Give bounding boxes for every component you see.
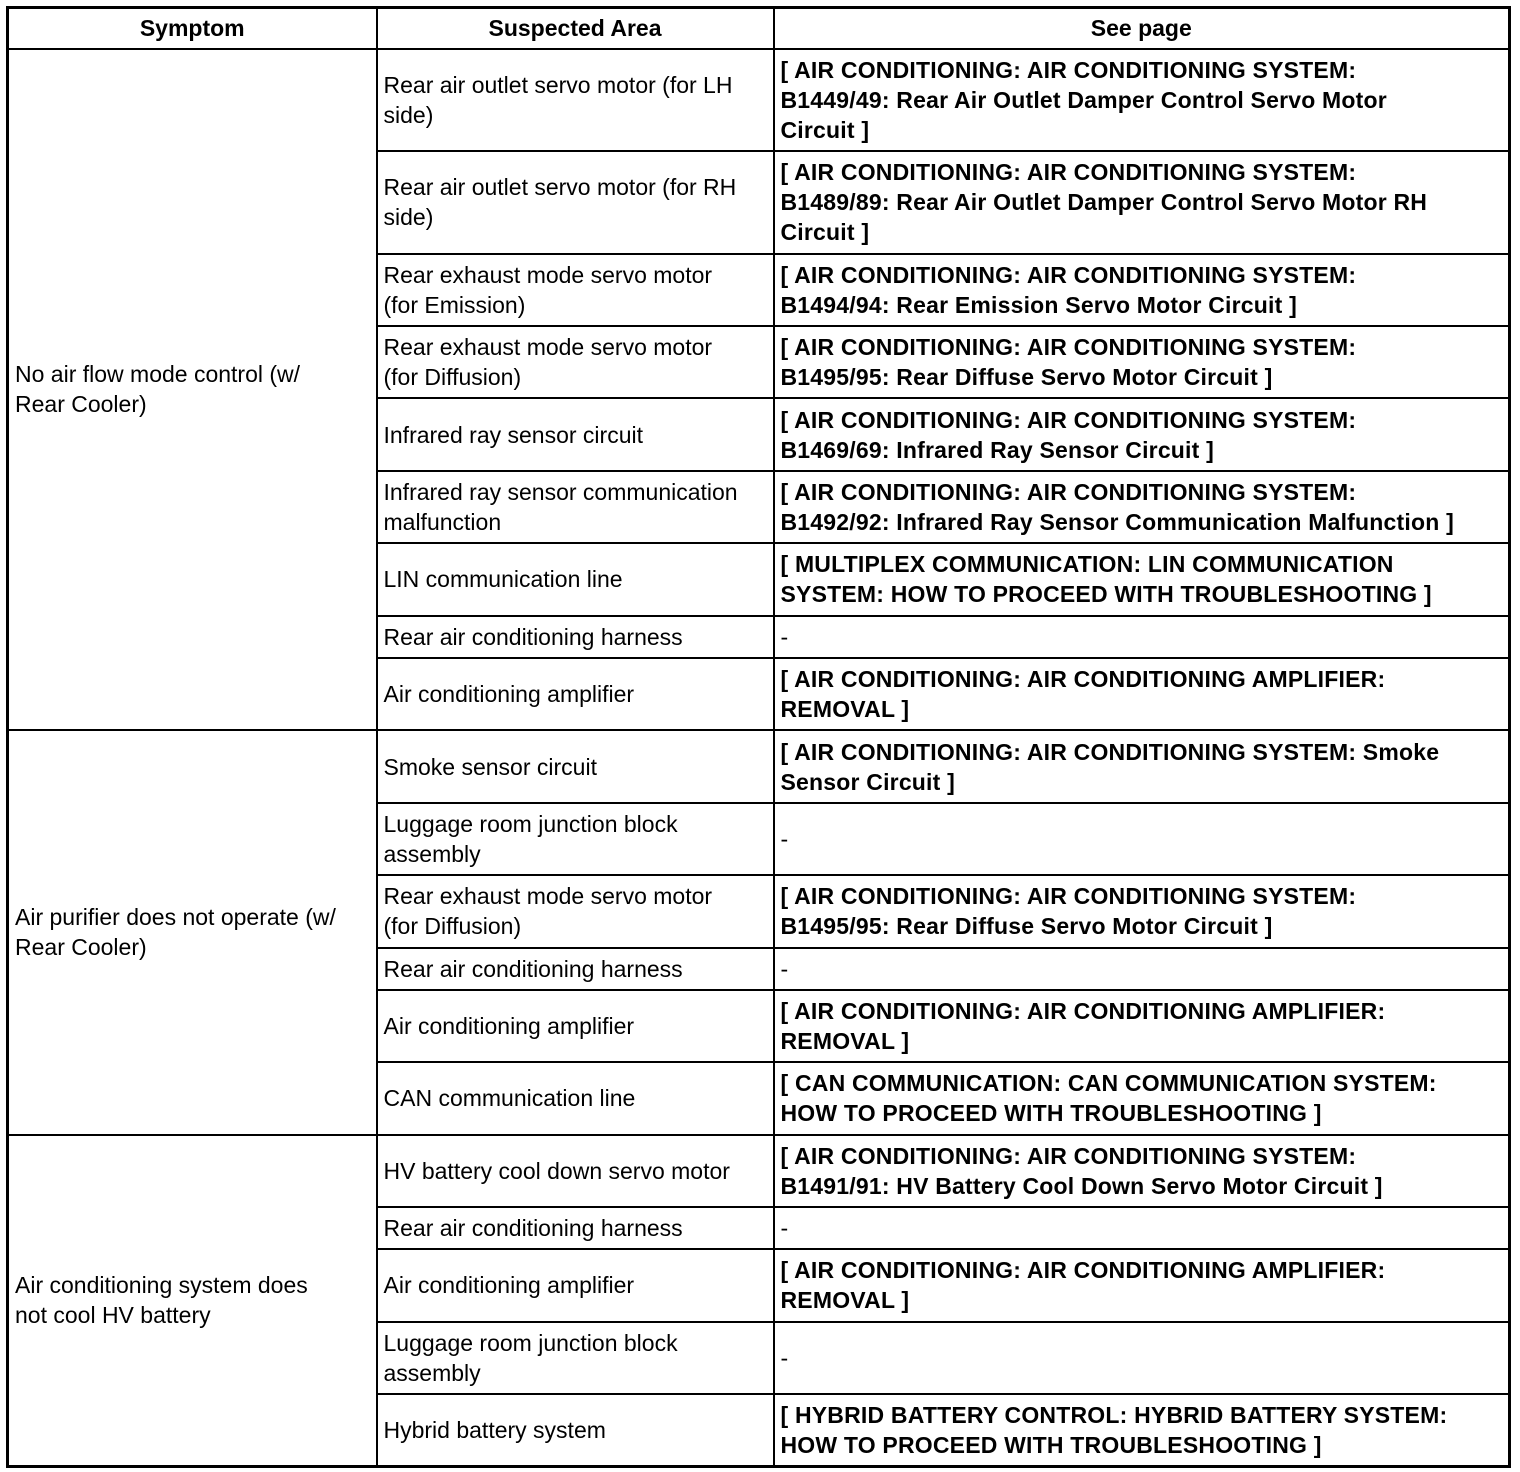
suspected-area-cell: Rear exhaust mode servo motor (for Emission) [377,254,774,326]
see-page-link[interactable]: [ AIR CONDITIONING: AIR CONDITIONING SYSTEM: B1495/95: Rear Diffuse Servo Motor Circuit ] [774,875,1510,947]
suspected-area-cell: Rear exhaust mode servo motor (for Diffusion) [377,875,774,947]
suspected-area-cell: Rear air conditioning harness [377,1207,774,1249]
suspected-area-cell: Rear air conditioning harness [377,948,774,990]
see-page-link[interactable]: [ AIR CONDITIONING: AIR CONDITIONING AMPLIFIER: REMOVAL ] [774,990,1510,1062]
see-page-link[interactable]: [ AIR CONDITIONING: AIR CONDITIONING SYSTEM: B1469/69: Infrared Ray Sensor Circuit ] [774,398,1510,470]
suspected-area-cell: LIN communication line [377,543,774,615]
header-suspected-area: Suspected Area [377,8,774,49]
suspected-area-cell: Infrared ray sensor circuit [377,398,774,470]
see-page-cell: - [774,803,1510,875]
table-row [8,730,1510,802]
see-page-link[interactable]: [ AIR CONDITIONING: AIR CONDITIONING SYSTEM: B1492/92: Infrared Ray Sensor Communication Malfunction ] [774,471,1510,543]
see-page-link[interactable]: [ CAN COMMUNICATION: CAN COMMUNICATION SYSTEM: HOW TO PROCEED WITH TROUBLESHOOTING ] [774,1062,1510,1134]
suspected-area-cell: Rear air outlet servo motor (for LH side) [377,49,774,152]
see-page-link[interactable]: [ AIR CONDITIONING: AIR CONDITIONING SYSTEM: Smoke Sensor Circuit ] [774,730,1510,802]
see-page-link[interactable]: [ AIR CONDITIONING: AIR CONDITIONING AMPLIFIER: REMOVAL ] [774,1249,1510,1321]
see-page-cell: - [774,616,1510,658]
see-page-link[interactable]: [ AIR CONDITIONING: AIR CONDITIONING SYSTEM: B1449/49: Rear Air Outlet Damper Control Servo Motor Circuit ] [774,49,1510,152]
see-page-link[interactable]: [ AIR CONDITIONING: AIR CONDITIONING SYSTEM: B1491/91: HV Battery Cool Down Servo Motor Circuit ] [774,1135,1510,1207]
see-page-cell: - [774,948,1510,990]
suspected-area-cell: Rear air outlet servo motor (for RH side) [377,151,774,254]
suspected-area-cell: Rear exhaust mode servo motor (for Diffusion) [377,326,774,398]
suspected-area-cell: Luggage room junction block assembly [377,1322,774,1394]
header-row [8,8,1510,49]
troubleshooting-table [6,6,1511,1468]
see-page-link[interactable]: [ MULTIPLEX COMMUNICATION: LIN COMMUNICATION SYSTEM: HOW TO PROCEED WITH TROUBLESHOOTING ] [774,543,1510,615]
see-page-link[interactable]: [ AIR CONDITIONING: AIR CONDITIONING SYSTEM: B1489/89: Rear Air Outlet Damper Control Servo Motor RH Circuit ] [774,151,1510,254]
suspected-area-cell: CAN communication line [377,1062,774,1134]
suspected-area-cell: HV battery cool down servo motor [377,1135,774,1207]
suspected-area-cell: Smoke sensor circuit [377,730,774,802]
suspected-area-cell: Hybrid battery system [377,1394,774,1466]
suspected-area-cell: Air conditioning amplifier [377,1249,774,1321]
see-page-cell: - [774,1322,1510,1394]
symptom-cell: Air purifier does not operate (w/ Rear Cooler) [8,730,377,1134]
suspected-area-cell: Air conditioning amplifier [377,990,774,1062]
see-page-link[interactable]: [ AIR CONDITIONING: AIR CONDITIONING AMPLIFIER: REMOVAL ] [774,658,1510,730]
suspected-area-cell: Infrared ray sensor communication malfunction [377,471,774,543]
table-row [8,49,1510,152]
see-page-cell: - [774,1207,1510,1249]
header-symptom: Symptom [8,8,377,49]
suspected-area-cell: Air conditioning amplifier [377,658,774,730]
symptom-cell: Air conditioning system does not cool HV battery [8,1135,377,1467]
table-row [8,1135,1510,1207]
symptom-cell: No air flow mode control (w/ Rear Cooler) [8,49,377,731]
suspected-area-cell: Luggage room junction block assembly [377,803,774,875]
suspected-area-cell: Rear air conditioning harness [377,616,774,658]
see-page-link[interactable]: [ AIR CONDITIONING: AIR CONDITIONING SYSTEM: B1495/95: Rear Diffuse Servo Motor Circuit ] [774,326,1510,398]
see-page-link[interactable]: [ AIR CONDITIONING: AIR CONDITIONING SYSTEM: B1494/94: Rear Emission Servo Motor Circuit ] [774,254,1510,326]
see-page-link[interactable]: [ HYBRID BATTERY CONTROL: HYBRID BATTERY SYSTEM: HOW TO PROCEED WITH TROUBLESHOOTING ] [774,1394,1510,1466]
header-see-page: See page [774,8,1510,49]
